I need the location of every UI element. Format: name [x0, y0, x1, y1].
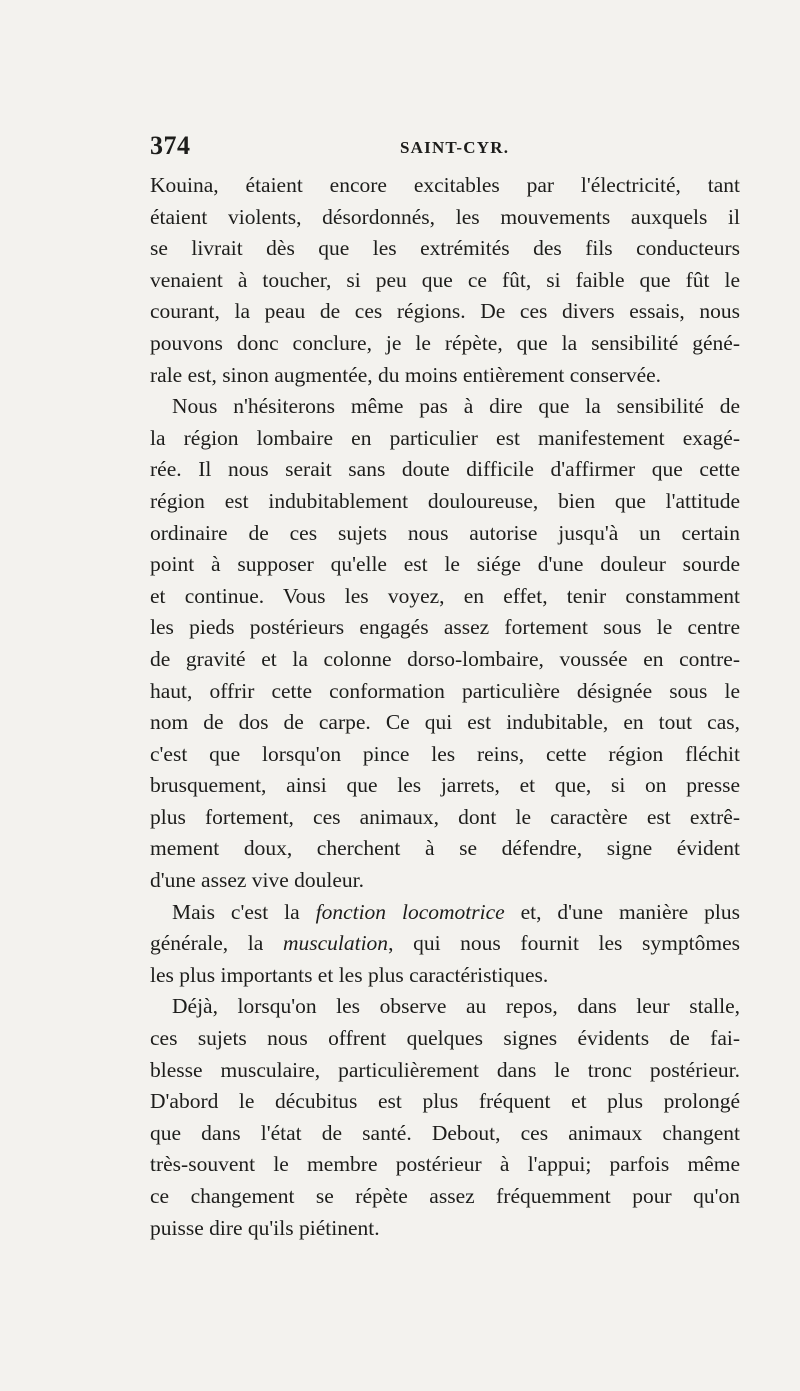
text-line: rale est, sinon augmentée, du moins entièrement conservée. — [150, 362, 662, 387]
text-run: et, d'une manière plus — [504, 899, 740, 924]
text-line: que dans l'état de santé. Debout, ces animaux changent — [150, 1120, 740, 1145]
text-line: d'une assez vive douleur. — [150, 868, 365, 893]
text-line: Kouina, étaient encore excitables par l'électricité, tant — [150, 173, 740, 197]
text-line: et continue. Vous les voyez, en effet, tenir constamment — [150, 583, 740, 608]
text-line: haut, offrir cette conformation particulière désignée sous le — [150, 678, 740, 703]
text-line: D'abord le décubitus est plus fréquent et plus prolongé — [150, 1089, 740, 1114]
text-line: ce changement se répète assez fréquemment pour qu'on — [150, 1184, 740, 1208]
text-run: Mais c'est la — [172, 899, 316, 924]
text-run: , qui nous fournit les symptômes — [388, 931, 740, 956]
body-text — [150, 170, 740, 1244]
text-line: c'est que lorsqu'on pince les reins, cette région fléchit — [150, 741, 740, 766]
page-number: 374 — [150, 131, 191, 160]
text-line: blesse musculaire, particulièrement dans le tronc postérieur. — [150, 1057, 740, 1082]
text-line: région est indubitablement douloureuse, bien que l'attitude — [150, 488, 740, 513]
text-line: très-souvent le membre postérieur à l'appui; parfois même — [150, 1152, 740, 1177]
text-line: nom de dos de carpe. Ce qui est indubitable, en tout cas, — [150, 710, 740, 735]
text-line: ces sujets nous offrent quelques signes évidents de fai- — [150, 1026, 740, 1051]
text-line: plus fortement, ces animaux, dont le caractère est extrê- — [150, 804, 740, 829]
italic-term: fonction locomotrice — [315, 899, 505, 924]
paragraph-start-line: Nous n'hésiterons même pas à dire que la sensibilité de — [172, 394, 740, 419]
paragraph-start-line — [150, 897, 740, 929]
text-line: brusquement, ainsi que les jarrets, et que, si on presse — [150, 773, 740, 798]
text-line: rée. Il nous serait sans doute difficile d'affirmer que cette — [150, 457, 740, 482]
text-line: puisse dire qu'ils piétinent. — [150, 1215, 380, 1240]
text-line: ordinaire de ces sujets nous autorise jusqu'à un certain — [150, 520, 740, 545]
text-line: se livrait dès que les extrémités des fils conducteurs — [150, 236, 740, 261]
text-line: mement doux, cherchent à se défendre, signe évident — [150, 836, 740, 861]
text-line: pouvons donc conclure, je le répète, que la sensibilité géné- — [150, 330, 740, 355]
running-title: SAINT-CYR. — [400, 138, 510, 157]
text-line: la région lombaire en particulier est manifestement exagé- — [150, 425, 740, 450]
text-line: courant, la peau de ces régions. De ces divers essais, nous — [150, 299, 740, 324]
text-line: de gravité et la colonne dorso-lombaire, voussée en contre- — [150, 646, 740, 671]
text-run: générale, la — [150, 931, 283, 956]
text-line: étaient violents, désordonnés, les mouvements auxquels il — [150, 204, 740, 229]
text-line: les plus importants et les plus caractéristiques. — [150, 962, 549, 987]
text-line: point à supposer qu'elle est le siége d'une douleur sourde — [150, 552, 740, 577]
text-line — [150, 928, 740, 960]
italic-term: musculation — [282, 931, 389, 956]
text-line: les pieds postérieurs engagés assez fortement sous le centre — [150, 615, 740, 640]
page-header — [150, 131, 740, 163]
text-line: venaient à toucher, si peu que ce fût, si faible que fût le — [150, 267, 740, 292]
paragraph-start-line: Déjà, lorsqu'on les observe au repos, dans leur stalle, — [172, 994, 740, 1019]
